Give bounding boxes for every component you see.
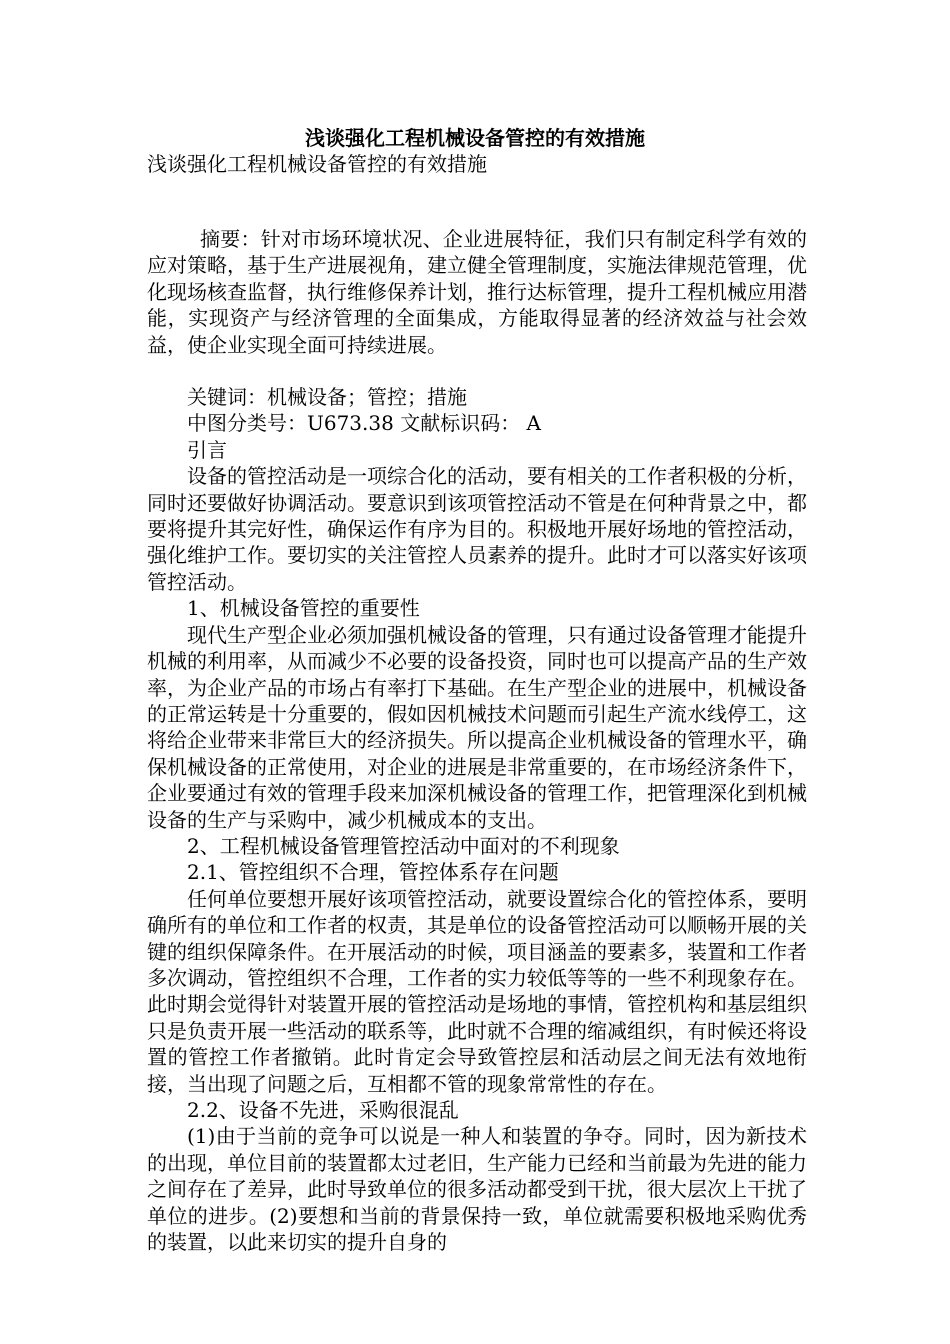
section-2-1-heading: 2.1、管控组织不合理，管控体系存在问题: [187, 860, 559, 885]
document-subtitle: 浅谈强化工程机械设备管控的有效措施: [147, 152, 487, 176]
section-1-heading: 1、机械设备管控的重要性: [187, 596, 420, 621]
intro-heading: 引言: [187, 437, 227, 462]
section-1-paragraph: 现代生产型企业必须加强机械设备的管理，只有通过设备管理才能提升机械的利用率，从而减少不必要的设备投资，同时也可以提高产品的生产效率，为企业产品的市场占有率打下基础。在生产型企业的进展中，机械设备的正常运转是十分重要的，假如因机械技术问题而引起生产流水线停工，这将给企业带来非常巨大的经济损失。所以提高企业机械设备的管理水平，确保机械设备的正常使用，对企业的进展是非常重要的，在市场经济条件下，企业要通过有效的管理手段来加深机械设备的管理工作，把管理深化到机械设备的生产与采购中，减少机械成本的支出。: [147, 622, 807, 832]
keywords-line: 关键词：机械设备；管控；措施: [187, 385, 467, 410]
section-2-2-paragraph: (1)由于当前的竞争可以说是一种人和装置的争夺。同时，因为新技术的出现，单位目前的装置都太过老旧，生产能力已经和当前最为先进的能力之间存在了差异，此时导致单位的很多活动都受到干扰，很大层次上干扰了单位的进步。(2)要想和当前的背景保持一致，单位就需要积极地采购优秀的装置，以此来切实的提升自身的: [147, 1124, 807, 1255]
spacer: [147, 358, 807, 384]
spacer: [147, 200, 807, 226]
section-2-2-heading: 2.2、设备不先进，采购很混乱: [187, 1098, 459, 1122]
section-2-heading: 2、工程机械设备管理管控活动中面对的不利现象: [187, 833, 620, 858]
classification-line: 中图分类号：U673.38 文献标识码： A: [187, 411, 541, 436]
abstract-paragraph: 摘要：针对市场环境状况、企业进展特征，我们只有制定科学有效的应对策略，基于生产进展视角，建立健全管理制度，实施法律规范管理，优化现场核查监督，执行维修保养计划，推行达标管理，提升工程机械应用潜能，实现资产与经济管理的全面集成，方能取得显著的经济效益与社会效益，使企业实现全面可持续进展。: [147, 227, 807, 357]
section-2-1-paragraph: 任何单位要想开展好该项管控活动，就要设置综合化的管控体系，要明确所有的单位和工作者的权责，其是单位的设备管控活动可以顺畅开展的关键的组织保障条件。在开展活动的时候，项目涵盖的要素多，装置和工作者多次调动，管控组织不合理，工作者的实力较低等等的一些不利现象存在。此时期会觉得针对装置开展的管控活动是场地的事情，管控机构和基层组织只是负责开展一些活动的联系等，此时就不合理的缩减组织，有时候还将设置的管控工作者撤销。此时肯定会导致管控层和活动层之间无法有效地衔接，当出现了问题之后，互相都不管的现象常常性的存在。: [147, 886, 807, 1096]
document-body: [147, 200, 807, 1255]
intro-paragraph: 设备的管控活动是一项综合化的活动，要有相关的工作者积极的分析，同时还要做好协调活动。要意识到该项管控活动不管是在何种背景之中，都要将提升其完好性，确保运作有序为目的。积极地开展好场地的管控活动，强化维护工作。要切实的关注管控人员素养的提升。此时才可以落实好该项管控活动。: [147, 464, 807, 594]
document-title: 浅谈强化工程机械设备管控的有效措施: [305, 126, 645, 150]
